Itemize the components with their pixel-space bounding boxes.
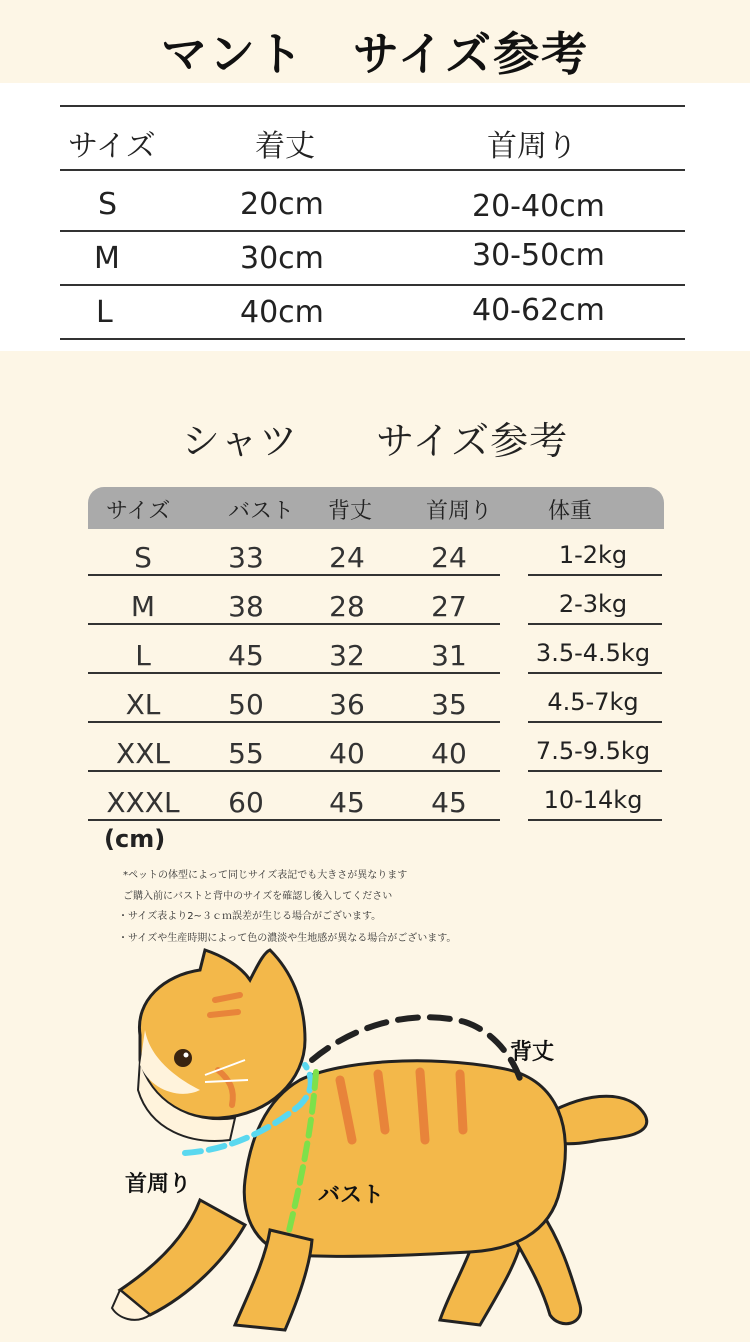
weight-cell: 7.5-9.5kg <box>535 737 651 765</box>
table-cell: 35 <box>431 688 467 721</box>
unit-label: (cm) <box>104 825 166 853</box>
table-cell: L <box>96 295 113 330</box>
back-length-label: 背丈 <box>510 1040 555 1065</box>
weight-cell: 1-2kg <box>558 541 628 569</box>
table-cell: 40 <box>431 737 467 770</box>
note-line: ご購入前にバストと背中のサイズを確認し後入してください <box>123 891 393 902</box>
bust-label: バスト <box>318 1183 385 1208</box>
table-cell: 33 <box>228 541 264 574</box>
table-rule <box>88 819 500 821</box>
table-cell: 38 <box>228 590 264 623</box>
weight-cell: 2-3kg <box>558 590 628 618</box>
neck-label: 首周り <box>125 1172 192 1197</box>
mantle-title: マント サイズ参考 <box>160 27 590 81</box>
cat-measurement-diagram <box>0 940 750 1342</box>
table-cell: 60 <box>228 786 264 819</box>
note-line: *ペットの体型によって同じサイズ表記でも大きさが異なります <box>123 870 408 881</box>
table-cell: 40 <box>329 737 365 770</box>
shirt-table-header <box>88 487 664 529</box>
table-rule <box>528 574 662 576</box>
size-cell: M <box>130 590 156 623</box>
table-rule <box>88 721 500 723</box>
table-cell: 50 <box>228 688 264 721</box>
table-cell: 24 <box>329 541 365 574</box>
header-weight: 体重 <box>548 499 593 524</box>
header-back-length: 背丈 <box>328 499 373 524</box>
table-rule <box>60 284 685 286</box>
header-size: サイズ <box>68 129 156 164</box>
weight-cell: 3.5-4.5kg <box>535 639 651 667</box>
table-cell: 27 <box>431 590 467 623</box>
table-rule <box>528 721 662 723</box>
cat-illustration <box>112 950 647 1330</box>
size-cell: L <box>135 639 151 672</box>
size-cell: S <box>134 541 152 574</box>
table-cell: 40cm <box>240 295 324 330</box>
table-cell: 45 <box>431 786 467 819</box>
note-line: ・サイズ表より2~３ｃｍ誤差が生じる場合がございます。 <box>118 911 382 922</box>
table-rule <box>88 623 500 625</box>
table-cell: 45 <box>228 639 264 672</box>
size-cell: XL <box>125 688 161 721</box>
header-neck: 首周り <box>426 499 493 524</box>
weight-cell: 10-14kg <box>543 786 643 814</box>
table-cell: 20cm <box>240 187 324 222</box>
table-cell: 36 <box>329 688 365 721</box>
size-cell: XXL <box>116 737 170 770</box>
table-rule <box>528 672 662 674</box>
size-cell: XXXL <box>106 786 180 819</box>
header-size: サイズ <box>106 499 171 524</box>
table-cell: S <box>98 187 118 222</box>
table-cell: 55 <box>228 737 264 770</box>
table-cell: M <box>94 241 120 276</box>
table-rule <box>528 623 662 625</box>
table-rule <box>60 169 685 171</box>
table-cell: 40-62cm <box>472 293 605 328</box>
table-cell: 24 <box>431 541 467 574</box>
table-rule <box>60 230 685 232</box>
header-neck: 首周り <box>487 129 577 164</box>
table-cell: 32 <box>329 639 365 672</box>
header-bust: バスト <box>228 499 295 524</box>
table-rule <box>88 672 500 674</box>
table-rule <box>88 770 500 772</box>
table-cell: 45 <box>329 786 365 819</box>
table-rule <box>528 770 662 772</box>
shirt-title: シャツ サイズ参考 <box>181 419 569 463</box>
mantle-size-table <box>0 83 750 351</box>
table-rule <box>528 819 662 821</box>
table-cell: 20-40cm <box>472 189 605 224</box>
table-cell: 30-50cm <box>472 238 605 273</box>
header-length: 着丈 <box>255 129 315 164</box>
table-rule <box>60 105 685 107</box>
table-cell: 31 <box>431 639 467 672</box>
note-line: ・サイズや生産時期によって色の濃淡や生地感が異なる場合がございます。 <box>118 933 457 944</box>
weight-cell: 4.5-7kg <box>547 688 639 716</box>
table-rule <box>60 338 685 340</box>
table-cell: 30cm <box>240 241 324 276</box>
table-rule <box>88 574 500 576</box>
table-cell: 28 <box>329 590 365 623</box>
